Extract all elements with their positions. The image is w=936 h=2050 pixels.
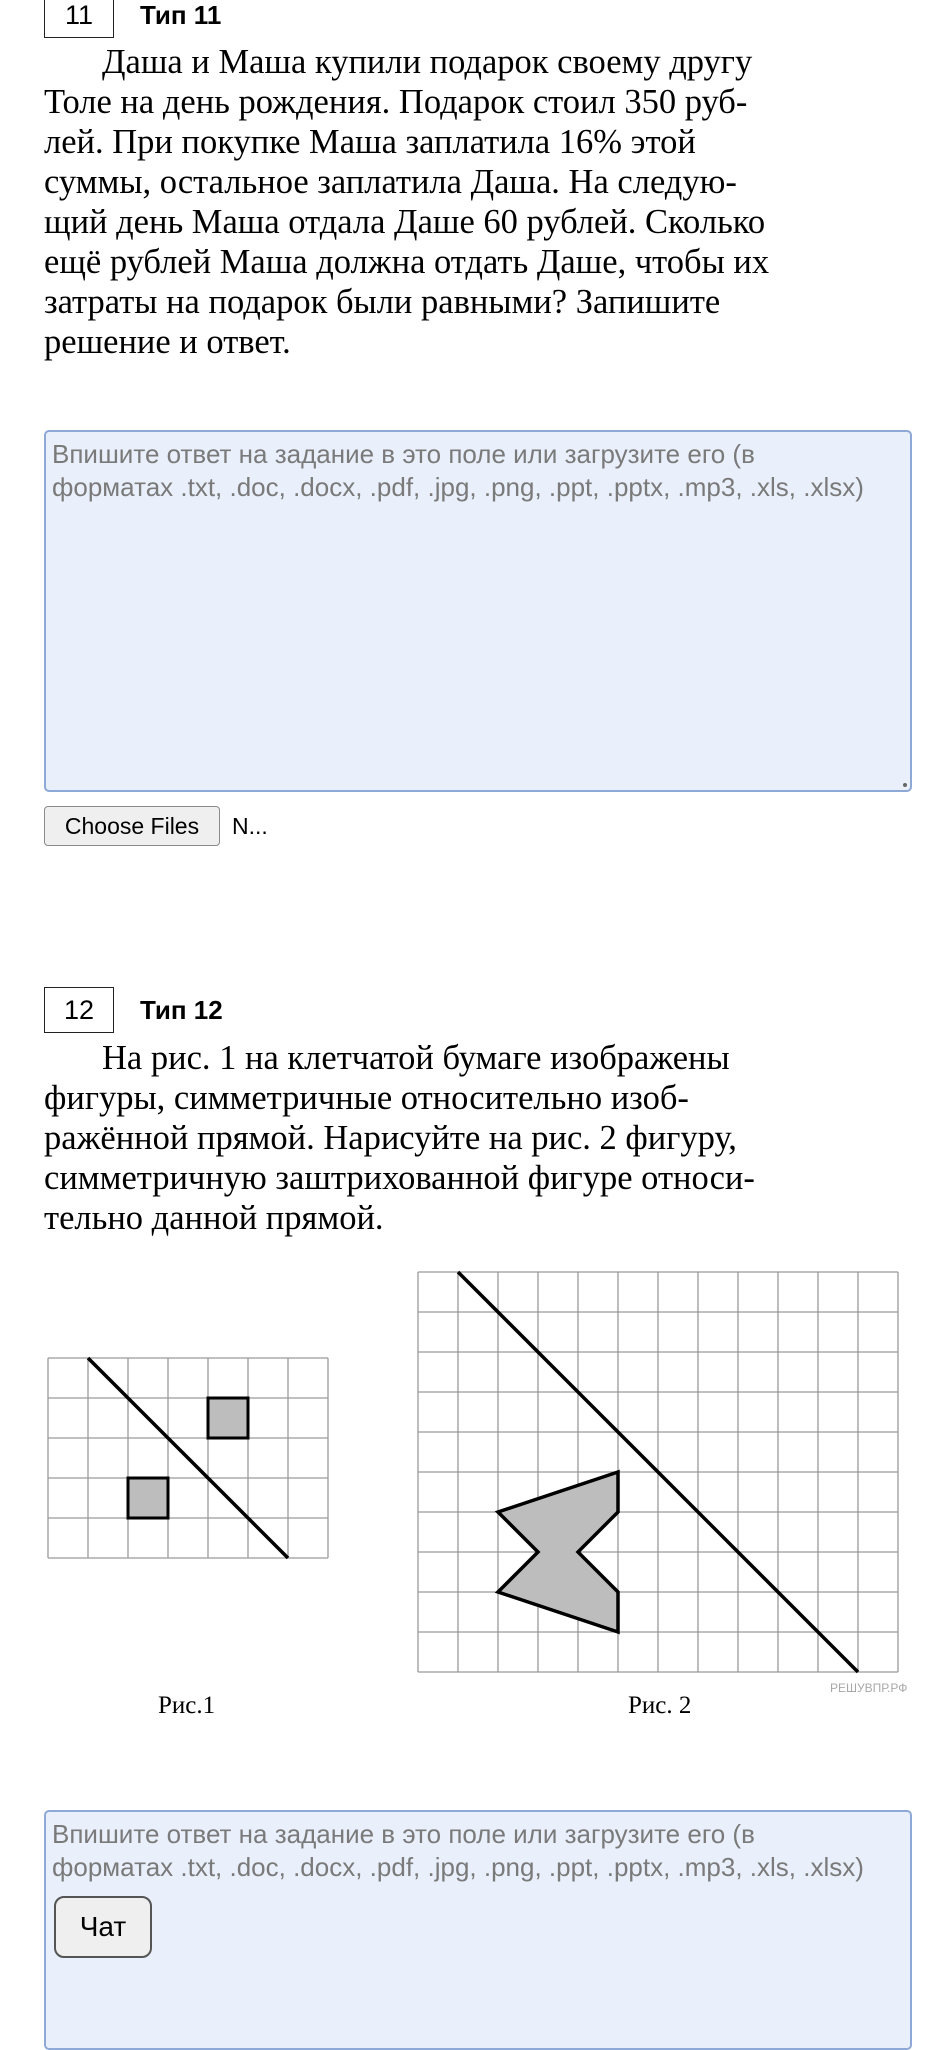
chat-button[interactable]: Чат bbox=[54, 1896, 152, 1958]
choose-files-button[interactable]: Choose Files bbox=[44, 806, 220, 846]
task-12-statement bbox=[44, 1038, 904, 1238]
statement-line: Толе на день рождения. Подарок стоил 350 руб- bbox=[44, 83, 748, 121]
statement-line: тельно данной прямой. bbox=[44, 1199, 384, 1237]
statement-line: затраты на подарок были равными? Запишите bbox=[44, 283, 721, 321]
shaded-square bbox=[128, 1478, 168, 1518]
task-12-header bbox=[44, 987, 223, 1033]
answer-placeholder bbox=[52, 438, 906, 504]
symmetry-line bbox=[88, 1358, 288, 1558]
answer-placeholder bbox=[52, 1818, 906, 1884]
task-11-answer-field[interactable] bbox=[44, 430, 912, 792]
file-status-text: N... bbox=[232, 813, 268, 839]
figure-1-grid bbox=[48, 1358, 334, 1566]
placeholder-line: Впишите ответ на задание в это поле или загрузите его (в bbox=[52, 1819, 755, 1849]
statement-line: лей. При покупке Маша заплатила 16% этой bbox=[44, 123, 696, 161]
statement-line: На рис. 1 на клетчатой бумаге изображены bbox=[102, 1039, 730, 1077]
task-11-header bbox=[44, 0, 221, 38]
task-number-badge: 12 bbox=[44, 987, 114, 1033]
statement-line: ещё рублей Маша должна отдать Даше, чтобы их bbox=[44, 243, 770, 281]
figure-2-grid bbox=[418, 1272, 898, 1672]
statement-line: суммы, остальное заплатила Даша. На следую- bbox=[44, 163, 737, 201]
watermark-text: РЕШУВПР.РФ bbox=[830, 1681, 908, 1695]
statement-line: решение и ответ. bbox=[44, 323, 291, 361]
statement-line: фигуры, симметричные относительно изоб- bbox=[44, 1079, 689, 1117]
placeholder-line: форматах .txt, .doc, .docx, .pdf, .jpg, .png, .ppt, .pptx, .mp3, .xls, .xlsx) bbox=[52, 1852, 864, 1882]
task-type-label: Тип 11 bbox=[140, 0, 222, 30]
figure-2-caption: Рис. 2 bbox=[628, 1692, 692, 1719]
shaded-square bbox=[208, 1398, 248, 1438]
resize-handle[interactable] bbox=[903, 783, 907, 787]
statement-line: симметричную заштрихованной фигуре относи- bbox=[44, 1159, 755, 1197]
placeholder-line: Впишите ответ на задание в это поле или загрузите его (в bbox=[52, 439, 755, 469]
task-type-label: Тип 12 bbox=[140, 994, 223, 1025]
placeholder-line: форматах .txt, .doc, .docx, .pdf, .jpg, .png, .ppt, .pptx, .mp3, .xls, .xlsx) bbox=[52, 472, 864, 502]
statement-line: ражённой прямой. Нарисуйте на рис. 2 фигуру, bbox=[44, 1119, 737, 1157]
figure-1-caption: Рис.1 bbox=[158, 1692, 216, 1719]
task-11-statement bbox=[44, 42, 904, 362]
task-12-answer-field[interactable] bbox=[44, 1810, 912, 2050]
statement-line: щий день Маша отдала Даше 60 рублей. Сколько bbox=[44, 203, 766, 241]
task-number-badge: 11 bbox=[44, 0, 114, 38]
statement-line: Даша и Маша купили подарок своему другу bbox=[102, 43, 753, 81]
